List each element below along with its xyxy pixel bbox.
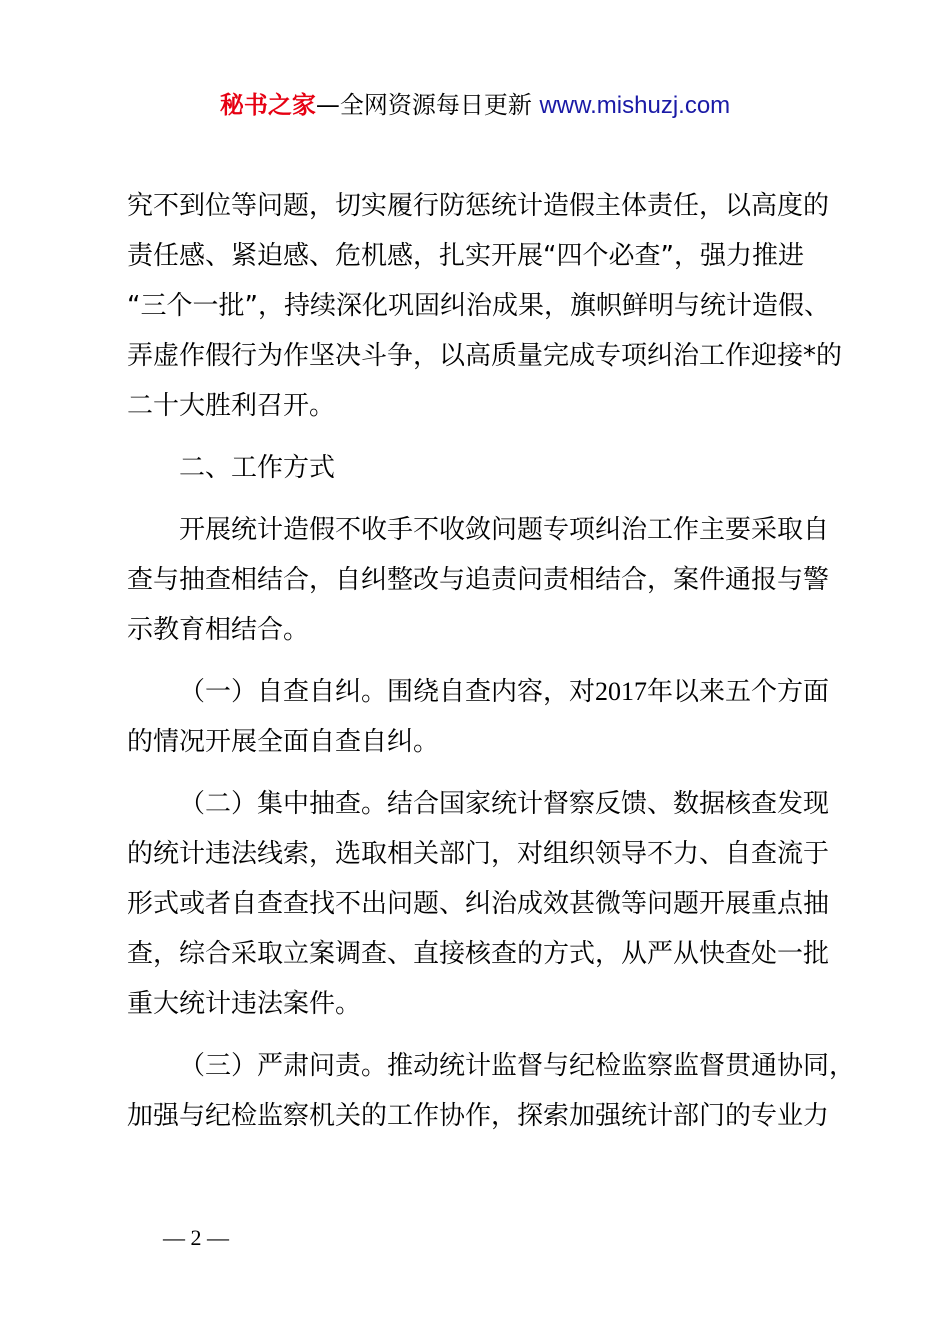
body-line: 的情况开展全面自查自纠。 [127, 727, 440, 757]
body-line: 弄虚作假行为作坚决斗争，以高质量完成专项纠治工作迎接*的 [127, 341, 843, 371]
header-url: www.mishuzj.com [539, 92, 731, 119]
body-line: 二十大胜利召开。 [127, 391, 336, 421]
year-value: 2017 [595, 677, 648, 706]
body-line [179, 672, 829, 712]
body-line: 责任感、紧迫感、危机感，扎实开展“四个必查”，强力推进 [127, 241, 804, 271]
body-line: 究不到位等问题，切实履行防惩统计造假主体责任，以高度的 [127, 191, 830, 221]
header-tagline: —全网资源每日更新 [315, 91, 540, 119]
body-line: 查，综合采取立案调查、直接核查的方式，从严从快查处一批 [127, 939, 830, 969]
page-header [0, 88, 950, 123]
body-line: 形式或者自查查找不出问题、纠治成效甚微等问题开展重点抽 [127, 889, 830, 919]
body-line: 查与抽查相结合，自纠整改与追责问责相结合，案件通报与警 [127, 565, 830, 595]
page-number: — 2 — [163, 1225, 229, 1250]
body-text: （一）自查自纠。围绕自查内容，对 [179, 677, 596, 707]
body-line: 的统计违法线索，选取相关部门，对组织领导不力、自查流于 [127, 839, 830, 869]
body-line: （三）严肃问责。推动统计监督与纪检监察监督贯通协同， [179, 1051, 856, 1081]
body-line: “三个一批”，持续深化巩固纠治成果，旗帜鲜明与统计造假、 [127, 291, 830, 321]
section-heading: 二、工作方式 [179, 453, 336, 483]
body-line: 开展统计造假不收手不收敛问题专项纠治工作主要采取自 [179, 515, 830, 545]
body-text: 年以来五个方面 [647, 677, 830, 707]
brand-name: 秘书之家 [219, 91, 316, 119]
body-line: 加强与纪检监察机关的工作协作，探索加强统计部门的专业力 [127, 1101, 830, 1131]
body-line: 重大统计违法案件。 [127, 989, 362, 1019]
body-line: 示教育相结合。 [127, 615, 310, 645]
body-line: （二）集中抽查。结合国家统计督察反馈、数据核查发现 [179, 789, 830, 819]
